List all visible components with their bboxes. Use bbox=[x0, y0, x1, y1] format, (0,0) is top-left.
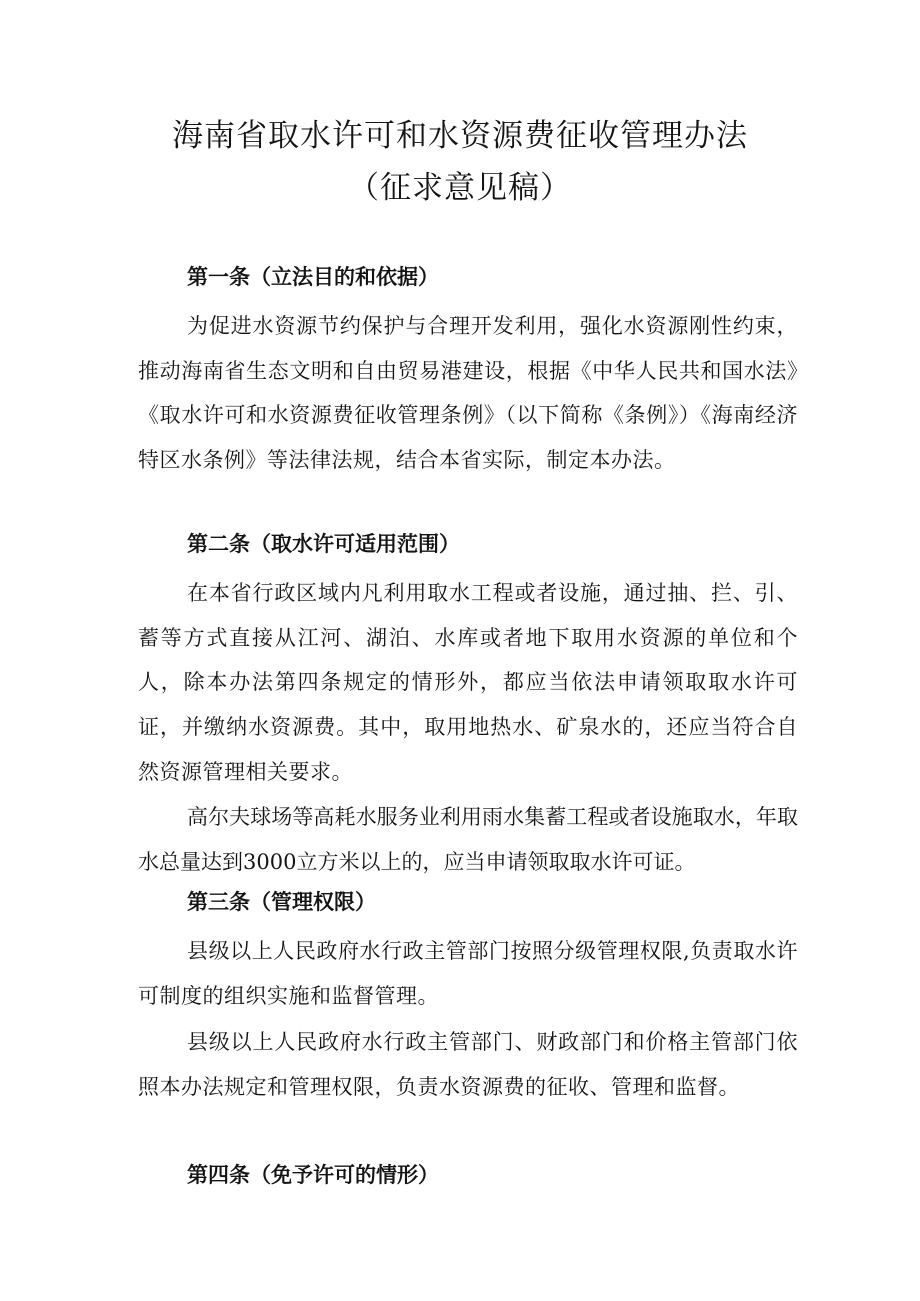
article-2-heading: 第二条（取水许可适用范围） bbox=[187, 532, 460, 556]
article-3-paragraph-2: 县级以上人民政府水行政主管部门、财政部门和价格主管部门依照本办法规定和管理权限，负责水资源费的征收、管理和监督。 bbox=[138, 1030, 798, 1099]
document-title: 海南省取水许可和水资源费征收管理办法 bbox=[172, 118, 748, 154]
document-subtitle: （征求意见稿） bbox=[348, 170, 572, 206]
article-4-heading: 第四条（免予许可的情形） bbox=[187, 1163, 439, 1187]
article-1-heading: 第一条（立法目的和依据） bbox=[187, 265, 439, 289]
article-3-paragraph-1: 县级以上人民政府水行政主管部门按照分级管理权限,负责取水许可制度的组织实施和监督管理。 bbox=[138, 939, 798, 1008]
article-3-heading: 第三条（管理权限） bbox=[187, 890, 376, 914]
article-1-paragraph-1: 为促进水资源节约保护与合理开发利用，强化水资源刚性约束，推动海南省生态文明和自由贸易港建设，根据《中华人民共和国水法》《取水许可和水资源费征收管理条例》（以下简称《条例》）《海南经济特区水条例》等法律法规，结合本省实际，制定本办法。 bbox=[138, 314, 798, 473]
article-2-paragraph-2: 高尔夫球场等高耗水服务业利用雨水集蓄工程或者设施取水，年取水总量达到3000立方米以上的，应当申请领取取水许可证。 bbox=[138, 805, 798, 874]
article-2-paragraph-1: 在本省行政区域内凡利用取水工程或者设施，通过抽、拦、引、蓄等方式直接从江河、湖泊、水库或者地下取用水资源的单位和个人，除本办法第四条规定的情形外，都应当依法申请领取取水许可证，并缴纳水资源费。其中，取用地热水、矿泉水的，还应当符合自然资源管理相关要求。 bbox=[138, 581, 798, 784]
